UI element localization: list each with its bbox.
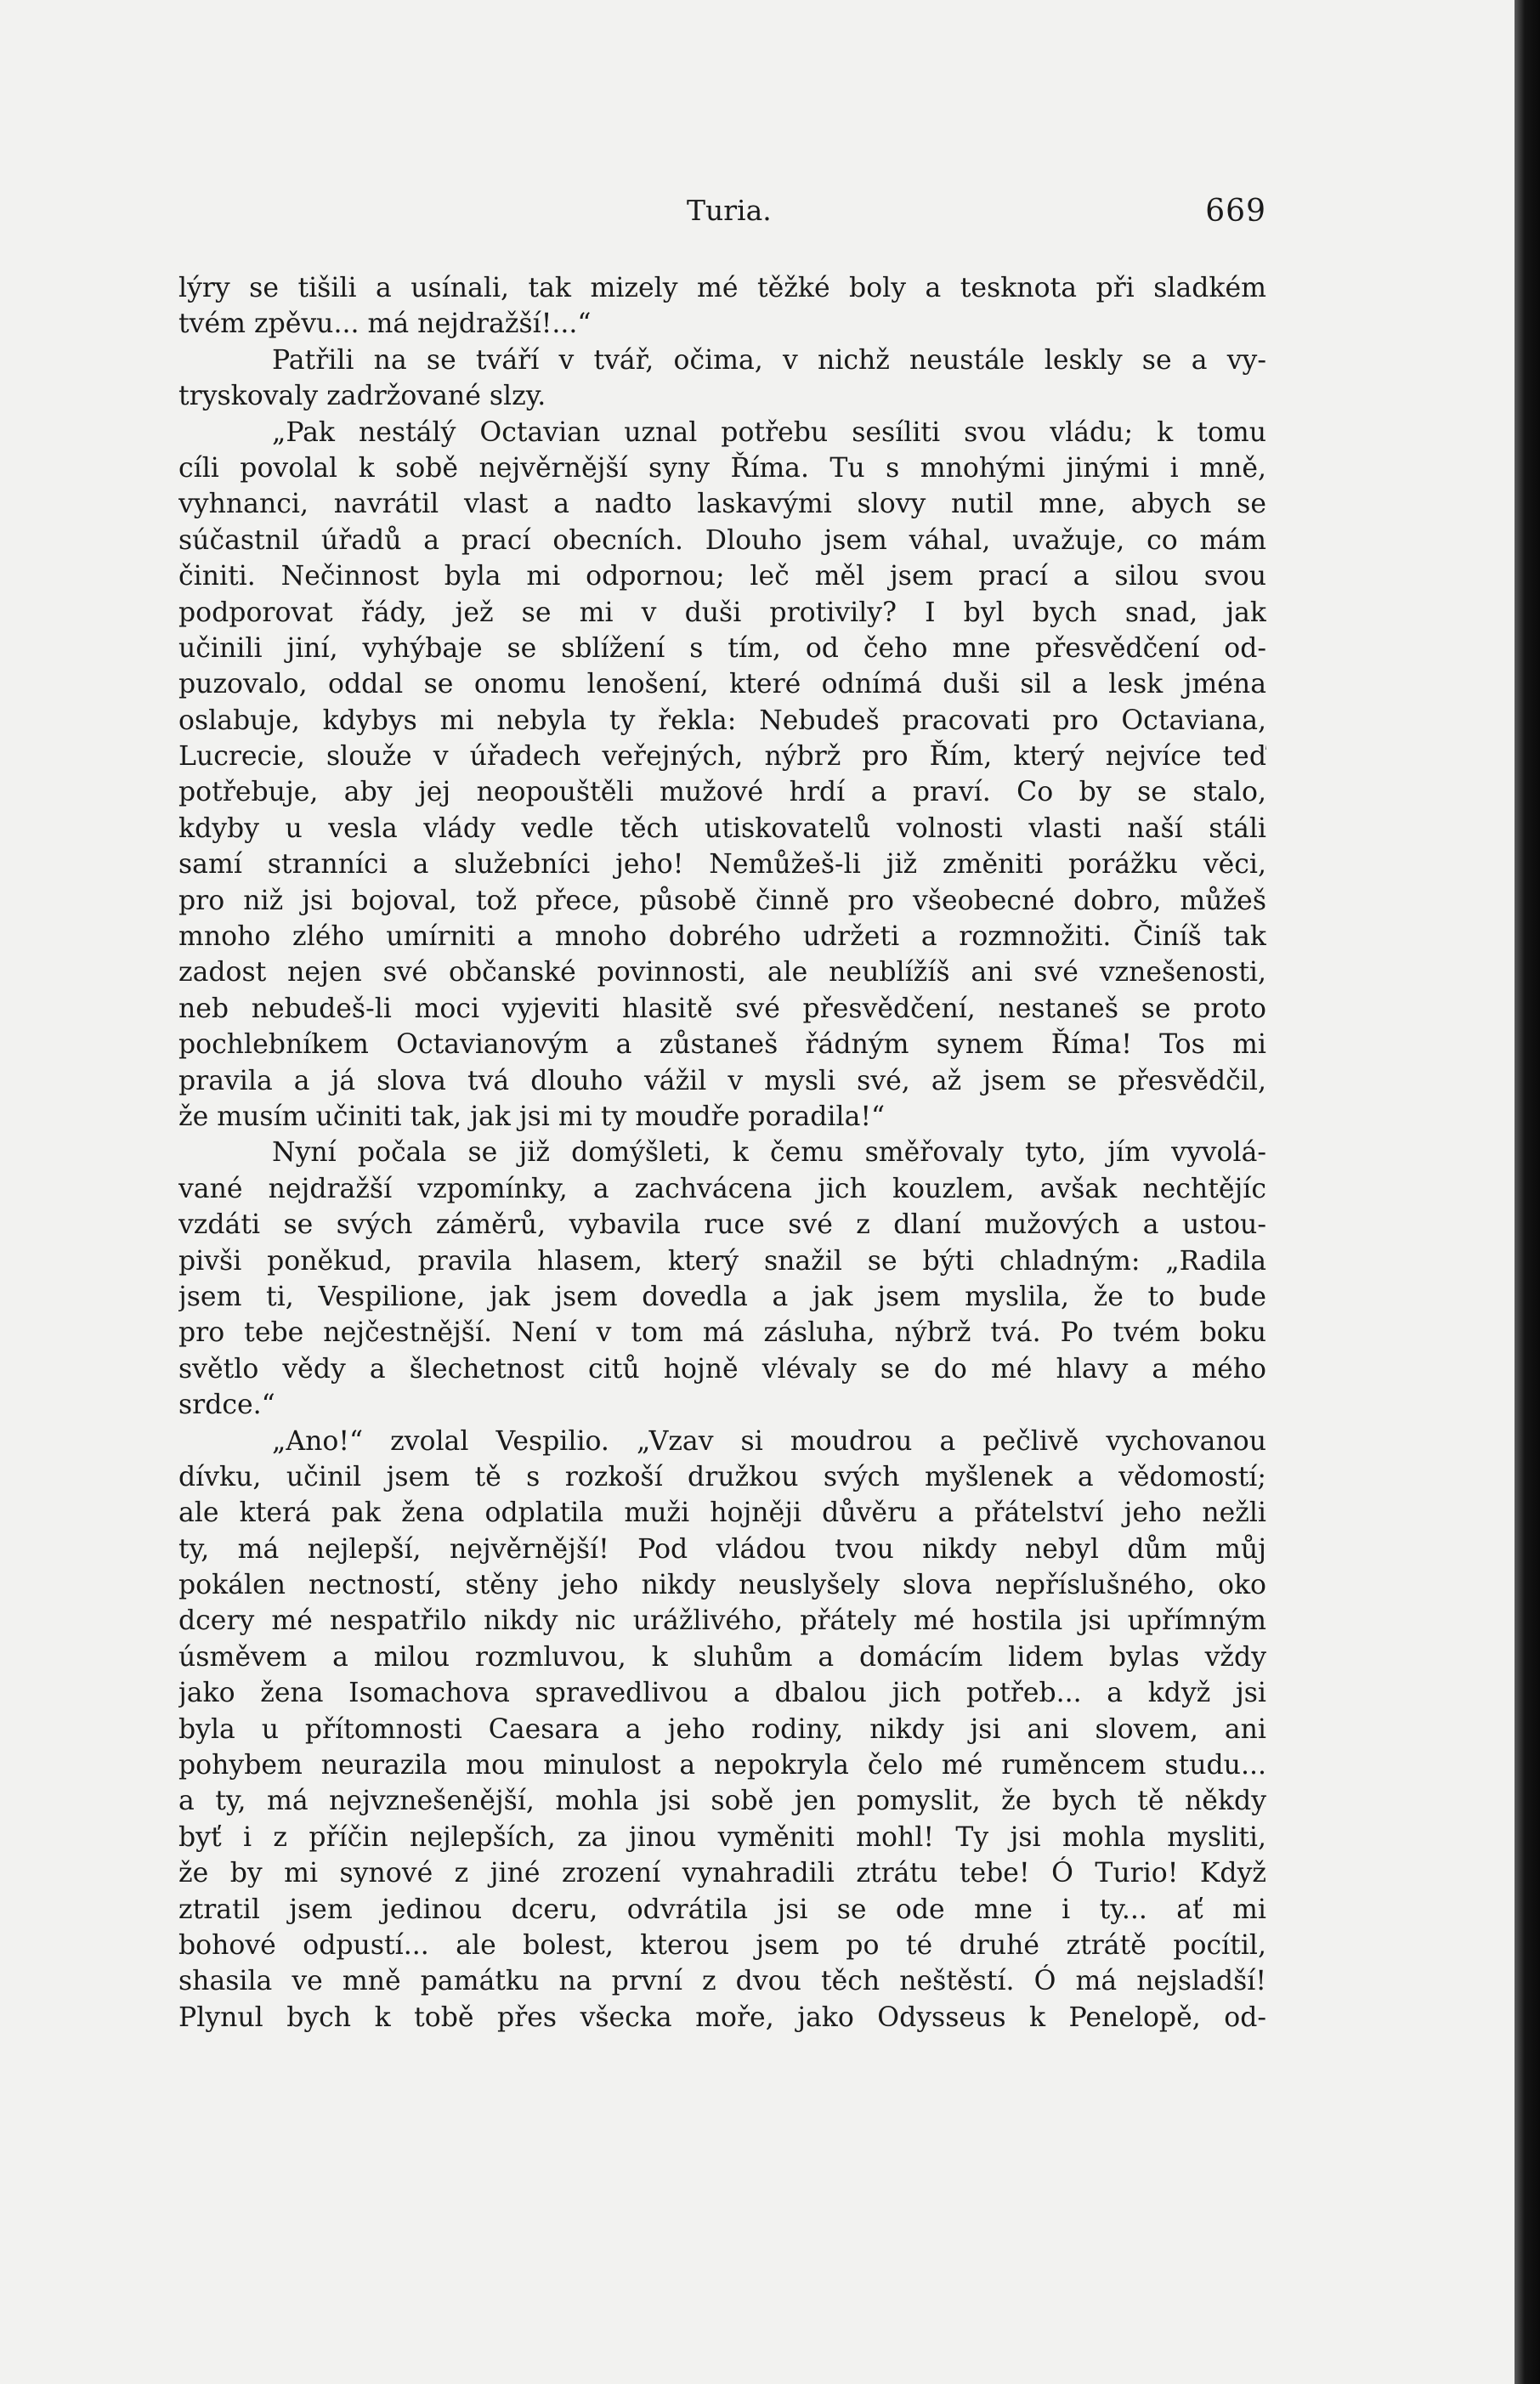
text-line: vzdáti se svých záměrů, vybavila ruce své z dlaní mužových a ustou- bbox=[178, 1209, 1266, 1241]
text-line: oslabuje, kdybys mi nebyla ty řekla: Nebudeš pracovati pro Octaviana, bbox=[178, 705, 1266, 736]
text-line: pivši poněkud, pravila hlasem, který snažil se býti chladným: „Radila bbox=[178, 1245, 1266, 1277]
running-title: Turia. bbox=[687, 194, 772, 227]
text-line: shasila ve mně památku na první z dvou těch neštěstí. Ó má nejsladší! bbox=[178, 1966, 1266, 1997]
text-line: Lucrecie, slouže v úřadech veřejných, nýbrž pro Řím, který nejvíce teď bbox=[178, 741, 1266, 773]
text-line: Patřili na se tváří v tvář, očima, v nichž neustále leskly se a vy- bbox=[272, 344, 1266, 376]
text-line: světlo vědy a šlechetnost citů hojně vlévaly se do mé hlavy a mého bbox=[178, 1353, 1266, 1385]
text-line: pokálen nectností, stěny jeho nikdy neuslyšely slova nepříslušného, oko bbox=[178, 1570, 1266, 1601]
text-line: činiti. Nečinnost byla mi odpornou; leč měl jsem prací a silou svou bbox=[178, 561, 1266, 592]
text-line: kdyby u vesla vlády vedle těch utiskovatelů volnosti vlasti naší stáli bbox=[178, 813, 1266, 844]
text-line: mnoho zlého umírniti a mnoho dobrého udržeti a rozmnožiti. Činíš tak bbox=[178, 921, 1266, 953]
text-line: pravila a já slova tvá dlouho vážil v mysli své, až jsem se přesvědčil, bbox=[178, 1065, 1266, 1096]
text-line: „Ano!“ zvolal Vespilio. „Vzav si moudrou a pečlivě vychovanou bbox=[272, 1425, 1266, 1457]
text-line: neb nebudeš-li moci vyjeviti hlasitě své přesvědčení, nestaneš se proto bbox=[178, 993, 1266, 1024]
text-line: ztratil jsem jedinou dceru, odvrátila jsi se ode mne i ty... ať mi bbox=[178, 1894, 1266, 1925]
text-line: ale která pak žena odplatila muži hojněji důvěru a přátelství jeho nežli bbox=[178, 1498, 1266, 1529]
text-line: lýry se tišili a usínali, tak mizely mé těžké boly a tesknota při sladkém bbox=[178, 273, 1266, 303]
text-line: jsem ti, Vespilione, jak jsem dovedla a jak jsem myslila, že to bude bbox=[178, 1281, 1266, 1312]
text-line: byť i z příčin nejlepších, za jinou vyměniti mohl! Ty jsi mohla mysliti, bbox=[178, 1821, 1266, 1853]
text-line: učinili jiní, vyhýbaje se sblížení s tím, od čeho mne přesvědčení od- bbox=[178, 632, 1266, 664]
text-line: súčastnil úřadů a prací obecních. Dlouho jsem váhal, uvažuje, co mám bbox=[178, 524, 1266, 556]
text-line: pohybem neurazila mou minulost a nepokryla čelo mé ruměncem studu... bbox=[178, 1750, 1266, 1781]
text-line: tryskovaly zadržované slzy. bbox=[178, 381, 546, 412]
text-line: tvém zpěvu... má nejdražší!...“ bbox=[178, 309, 592, 340]
text-line: ty, má nejlepší, nejvěrnější! Pod vládou tvou nikdy nebyl dům můj bbox=[178, 1533, 1266, 1565]
text-line: vané nejdražší vzpomínky, a zachvácena jich kouzlem, avšak nechtějíc bbox=[178, 1173, 1266, 1204]
text-line: zadost nejen své občanské povinnosti, ale neublížíš ani své vznešenosti, bbox=[178, 957, 1266, 988]
text-line: byla u přítomnosti Caesara a jeho rodiny, nikdy jsi ani slovem, ani bbox=[178, 1713, 1266, 1745]
text-line: jako žena Isomachova spravedlivou a dbalou jich potřeb... a když jsi bbox=[178, 1678, 1266, 1709]
text-line: samí stranníci a služebníci jeho! Nemůžeš-li již změniti porážku věci, bbox=[178, 849, 1266, 881]
page-edge-shadow bbox=[1515, 0, 1540, 2384]
text-line: pochlebníkem Octavianovým a zůstaneš řádným synem Říma! Tos mi bbox=[178, 1029, 1266, 1061]
text-line: bohové odpustí... ale bolest, kterou jsem po té druhé ztrátě pocítil, bbox=[178, 1929, 1266, 1961]
text-line: Nyní počala se již domýšleti, k čemu směřovaly tyto, jím vyvolá- bbox=[272, 1137, 1266, 1169]
page-number: 669 bbox=[1205, 194, 1266, 229]
page-header bbox=[178, 194, 1266, 245]
text-line: srdce.“ bbox=[178, 1390, 275, 1421]
text-line: vyhnanci, navrátil vlast a nadto laskavými slovy nutil mne, abych se bbox=[178, 489, 1266, 520]
text-line: a ty, má nejvznešenější, mohla jsi sobě jen pomyslit, že bych tě někdy bbox=[178, 1786, 1266, 1817]
text-line: potřebuje, aby jej neopouštěli mužové hrdí a praví. Co by se stalo, bbox=[178, 777, 1266, 808]
text-line: že musím učiniti tak, jak jsi mi ty moudře poradila!“ bbox=[178, 1101, 886, 1132]
text-line: pro niž jsi bojoval, tož přece, působě činně pro všeobecné dobro, můžeš bbox=[178, 885, 1266, 916]
text-line: puzovalo, oddal se onomu lenošení, které odnímá duši sil a lesk jména bbox=[178, 669, 1266, 700]
text-line: Plynul bych k tobě přes všecka moře, jako Odysseus k Penelopě, od- bbox=[178, 2002, 1266, 2033]
text-line: že by mi synové z jiné zrození vynahradili ztrátu tebe! Ó Turio! Když bbox=[178, 1858, 1266, 1889]
text-line: cíli povolal k sobě nejvěrnější syny Říma. Tu s mnohými jinými i mně, bbox=[178, 452, 1266, 484]
text-line: dcery mé nespatřilo nikdy nic urážlivého, přátely mé hostila jsi upřímným bbox=[178, 1605, 1266, 1637]
text-line: pro tebe nejčestnější. Není v tom má zásluha, nýbrž tvá. Po tvém boku bbox=[178, 1317, 1266, 1349]
text-line: „Pak nestálý Octavian uznal potřebu sesíliti svou vládu; k tomu bbox=[272, 416, 1266, 448]
text-line: úsměvem a milou rozmluvou, k sluhům a domácím lidem bylas vždy bbox=[178, 1641, 1266, 1673]
text-body bbox=[178, 270, 1266, 2036]
text-line: dívku, učinil jsem tě s rozkoší družkou svých myšlenek a vědomostí; bbox=[178, 1461, 1266, 1492]
text-line: podporovat řády, jež se mi v duši protivily? I byl bych snad, jak bbox=[178, 597, 1266, 628]
